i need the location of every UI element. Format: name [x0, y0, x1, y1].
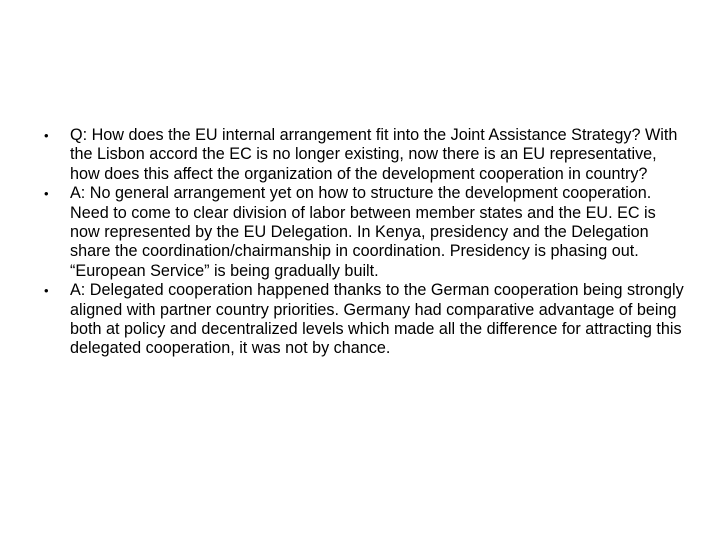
bullet-text: A: Delegated cooperation happened thanks to the German cooperation being strongly aligned with partner country priorities. Germany had comparative advantage of being both at policy and decentralized levels which made all the difference for attracting this delegated cooperation, it was not by chance.	[70, 281, 684, 358]
bullet-text: Q: How does the EU internal arrangement fit into the Joint Assistance Strategy? With the Lisbon accord the EC is no longer existing, now there is an EU representative, how does this affect the organization of the development cooperation in country?	[70, 126, 678, 183]
bullet-text: A: No general arrangement yet on how to structure the development cooperation. Need to come to clear division of labor between member states and the EU. EC is now represented by the EU Delegation. In Kenya, presidency and the Delegation share the coordination/chairmanship in coordination. Presidency is phasing out. “European Service” is being gradually built.	[70, 184, 656, 280]
bullet-dot-icon: •	[44, 283, 49, 299]
bullet-item-answer-2	[44, 281, 684, 359]
bullet-item-answer-1	[44, 184, 684, 281]
bullet-dot-icon: •	[44, 186, 49, 202]
bullet-list	[44, 126, 684, 359]
bullet-item-question	[44, 126, 684, 184]
bullet-dot-icon: •	[44, 128, 49, 143]
